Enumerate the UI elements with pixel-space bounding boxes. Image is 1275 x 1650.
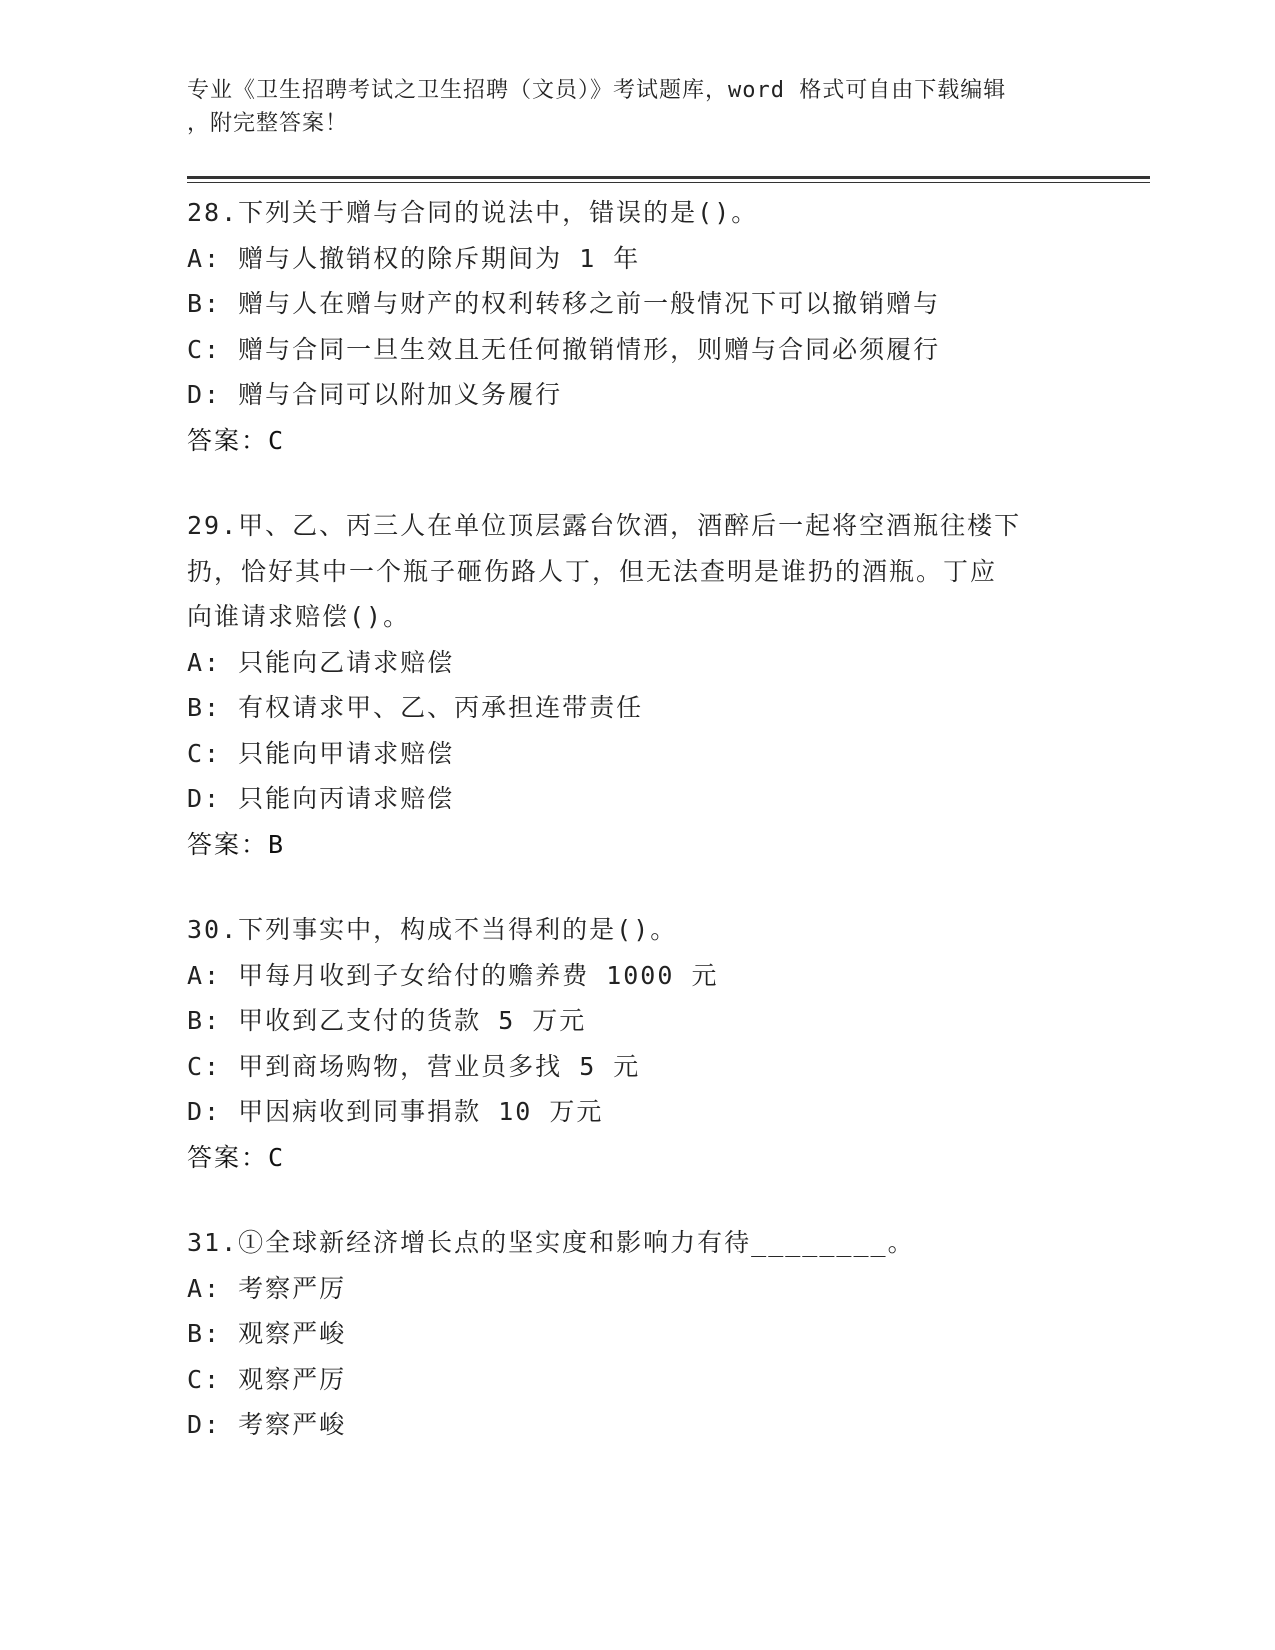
option-a: A: 考察严厉 (187, 1273, 347, 1303)
option-c: C: 只能向甲请求赔偿 (187, 738, 455, 768)
question-29 (187, 503, 1087, 867)
question-stem: 31.①全球新经济增长点的坚实度和影响力有待________。 (187, 1228, 915, 1257)
answer-label: 答案：B (187, 829, 286, 859)
option-c: C: 观察严厉 (187, 1364, 347, 1394)
header-divider-thin (187, 182, 1150, 183)
option-d: D: 赠与合同可以附加义务履行 (187, 380, 563, 409)
option-d: D: 考察严峻 (187, 1410, 347, 1439)
question-stem: 28.下列关于赠与合同的说法中，错误的是()。 (187, 198, 759, 227)
answer-label: 答案：C (187, 425, 286, 455)
question-31 (187, 1220, 1087, 1448)
document-header (187, 74, 1067, 140)
option-a: A: 只能向乙请求赔偿 (187, 647, 455, 677)
option-a: A: 甲每月收到子女给付的赡养费 1000 元 (187, 960, 719, 990)
question-28 (187, 190, 1087, 463)
header-title-line-1: 专业《卫生招聘考试之卫生招聘（文员）》考试题库，word 格式可自由下载编辑 (187, 78, 1007, 103)
option-b: B: 赠与人在赠与财产的权利转移之前一般情况下可以撤销赠与 (187, 289, 941, 318)
header-title-line-2: ，附完整答案！ (187, 111, 349, 136)
question-stem: 30.下列事实中，构成不当得利的是()。 (187, 915, 678, 944)
question-stem-line-1: 29.甲、乙、丙三人在单位顶层露台饮酒，酒醉后一起将空酒瓶往楼下 (187, 511, 1022, 540)
question-stem-line-3: 向谁请求赔偿()。 (187, 602, 411, 631)
option-c: C: 赠与合同一旦生效且无任何撤销情形，则赠与合同必须履行 (187, 334, 941, 364)
option-a: A: 赠与人撤销权的除斥期间为 1 年 (187, 243, 641, 273)
answer-label: 答案：C (187, 1142, 286, 1172)
header-divider-thick (187, 176, 1150, 179)
question-stem-line-2: 扔，恰好其中一个瓶子砸伤路人丁，但无法查明是谁扔的酒瓶。丁应 (187, 556, 998, 586)
option-b: B: 观察严峻 (187, 1319, 347, 1348)
option-d: D: 只能向丙请求赔偿 (187, 784, 455, 813)
question-30 (187, 907, 1087, 1180)
option-b: B: 有权请求甲、乙、丙承担连带责任 (187, 693, 644, 722)
option-c: C: 甲到商场购物，营业员多找 5 元 (187, 1051, 641, 1081)
option-d: D: 甲因病收到同事捐款 10 万元 (187, 1097, 604, 1126)
question-list (187, 190, 1087, 1488)
option-b: B: 甲收到乙支付的货款 5 万元 (187, 1006, 587, 1035)
